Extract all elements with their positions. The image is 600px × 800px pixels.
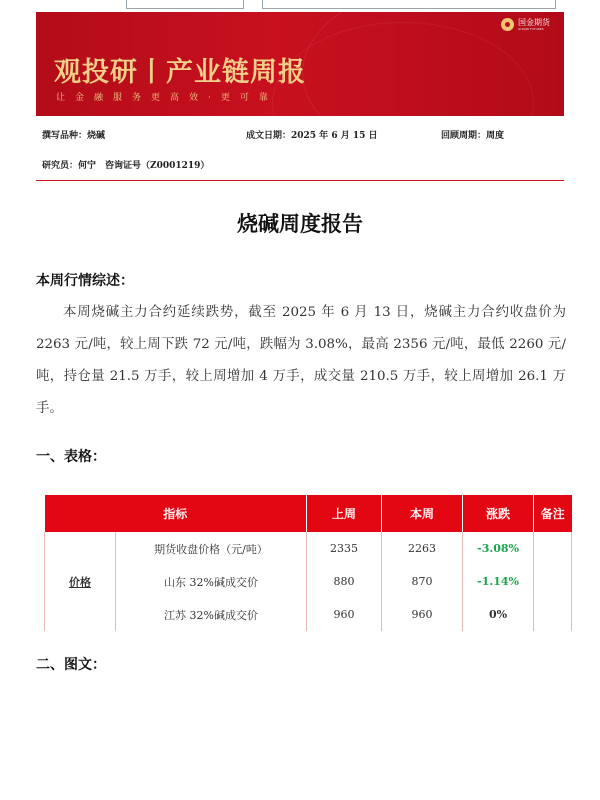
logo-subtext: GUOJIN FUTURES	[518, 26, 544, 31]
header-last-week: 上周	[307, 495, 382, 532]
table-row	[45, 598, 572, 631]
table-row	[45, 532, 572, 565]
row-change: 0%	[463, 598, 534, 631]
logo-icon	[501, 18, 514, 31]
row-last: 880	[307, 565, 382, 598]
table-header-row	[45, 495, 572, 532]
banner-subtitle: 让金融服务更高效·更可靠	[56, 93, 278, 103]
table-row	[45, 565, 572, 598]
meta-variety: 撰写品种：烧碱	[42, 131, 106, 141]
meta-analyst: 研究员：何宁 咨询证号（Z0001219）	[42, 161, 210, 171]
company-logo	[501, 18, 550, 31]
logo-text: 国金期货	[518, 17, 550, 27]
row-name: 山东 32%碱成交价	[116, 565, 307, 598]
header-remark: 备注	[534, 495, 572, 532]
indicator-table	[44, 495, 572, 631]
top-box-left	[126, 0, 244, 9]
row-change: -3.08%	[463, 532, 534, 565]
header-banner	[36, 12, 564, 116]
top-box-right	[262, 0, 556, 9]
divider-rule	[36, 180, 564, 181]
row-last: 2335	[307, 532, 382, 565]
row-this: 2263	[382, 532, 463, 565]
summary-heading: 本周行情综述：	[36, 273, 134, 289]
banner-title: 观投研丨产业链周报	[54, 57, 306, 88]
category-price: 价格	[45, 532, 116, 631]
row-last: 960	[307, 598, 382, 631]
row-change: -1.14%	[463, 565, 534, 598]
section-table-heading: 一、表格：	[36, 449, 106, 465]
summary-paragraph: 本周烧碱主力合约延续跌势，截至 2025 年 6 月 13 日，烧碱主力合约收盘价为 2263 元/吨，较上周下跌 72 元/吨，跌幅为 3.08%，最高 2356 元/吨，最低 2260 元/吨，持仓量 21.5 万手，较上周增加 4 万手，成交量 210.5 万手，较上周增加 26.1 万手。	[36, 305, 566, 416]
row-this: 870	[382, 565, 463, 598]
section-figure-heading: 二、图文：	[36, 657, 106, 673]
row-this: 960	[382, 598, 463, 631]
header-this-week: 本周	[382, 495, 463, 532]
header-indicator: 指标	[45, 495, 307, 532]
meta-period: 回顾周期：周度	[441, 131, 505, 141]
document-title: 烧碱周度报告	[237, 211, 363, 236]
row-name: 期货收盘价格（元/吨）	[116, 532, 307, 565]
row-name: 江苏 32%碱成交价	[116, 598, 307, 631]
remark-cell	[534, 532, 572, 631]
meta-date: 成文日期：2025 年 6 月 15 日	[246, 131, 378, 141]
header-change: 涨跌	[463, 495, 534, 532]
